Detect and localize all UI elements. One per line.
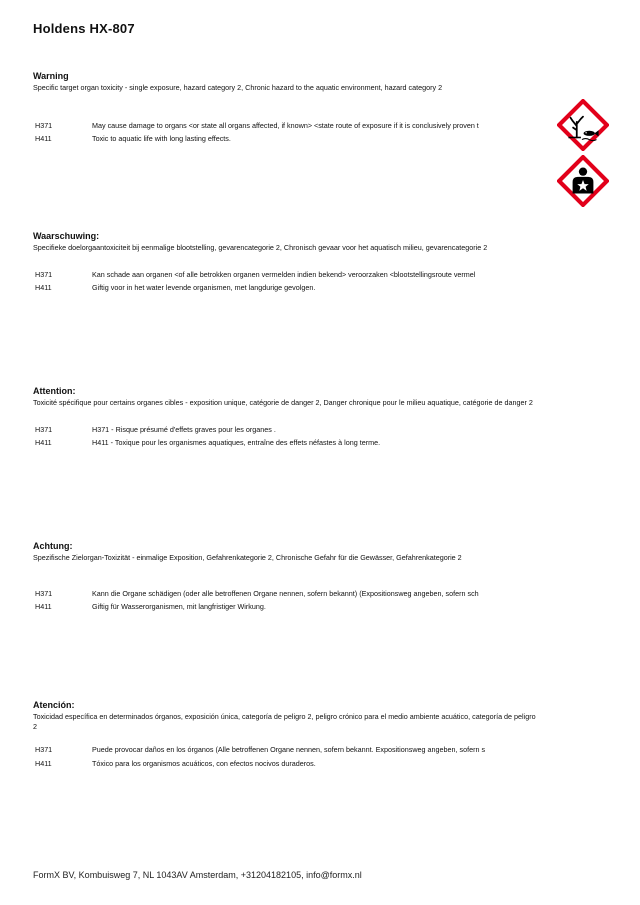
hazard-text: Giftig für Wasserorganismen, mit langfristiger Wirkung. <box>92 602 266 611</box>
section-heading: Achtung: <box>33 541 73 551</box>
document-title: Holdens HX-807 <box>33 21 135 36</box>
section-spanish <box>33 700 543 772</box>
hazard-text: May cause damage to organs <or state all organs affected, if known> <state route of exposure if it is conclusively proven t <box>92 120 479 130</box>
hazard-code: H371 <box>35 745 53 754</box>
ghs-pictograms <box>557 99 609 211</box>
hazard-text: H371 - Risque présumé d'effets graves pour les organes . <box>92 424 276 434</box>
hazard-code: H411 <box>35 283 52 292</box>
hazard-text: Giftig voor in het water levende organismen, met langdurige gevolgen. <box>92 283 316 292</box>
hazard-statement-row <box>33 121 543 135</box>
hazard-code: H371 <box>35 269 53 279</box>
hazard-code: H411 <box>35 134 52 143</box>
hazard-statement-row <box>33 589 543 603</box>
hazard-code: H411 <box>35 602 52 611</box>
hazard-text: Kann die Organe schädigen (oder alle betroffenen Organe nennen, sofern bekannt) (Expositionsweg angeben, sofern sch <box>92 588 479 598</box>
section-description: Toxicidad específica en determinados órganos, exposición única, categoría de peligro 2, peligro crónico para el medio ambiente acuático, categoría de peligro 2 <box>33 712 536 731</box>
hazard-code: H411 <box>35 758 52 768</box>
section-description: Specifieke doelorgaantoxiciteit bij eenmalige blootstelling, gevarencategorie 2, Chronisch gevaar voor het aquatisch milieu, gevarencategorie 2 <box>33 243 488 252</box>
section-german <box>33 541 543 616</box>
section-heading: Atención: <box>33 700 75 710</box>
hazard-statement-row <box>33 425 543 439</box>
section-french <box>33 386 543 452</box>
section-english <box>33 71 543 148</box>
hazard-code: H371 <box>35 424 53 434</box>
hazard-code: H371 <box>35 588 53 598</box>
hazard-statement-row <box>33 438 543 452</box>
section-heading: Waarschuwing: <box>33 231 100 241</box>
hazard-statement-row <box>33 745 543 759</box>
hazard-statement-row <box>33 602 543 616</box>
section-description: Specific target organ toxicity - single exposure, hazard category 2, Chronic hazard to the aquatic environment, hazard category 2 <box>33 83 443 92</box>
section-description: Spezifische Zielorgan-Toxizität - einmalige Exposition, Gefahrenkategorie 2, Chronische Gefahr für die Gewässer, Gefahrenkategorie 2 <box>33 553 462 562</box>
ghs09-environment-icon <box>557 99 609 151</box>
hazard-text: Tóxico para los organismos acuáticos, con efectos nocivos duraderos. <box>92 758 316 768</box>
hazard-text: Kan schade aan organen <of alle betrokken organen vermelden indien bekend> veroorzaken <blootstellingsroute vermel <box>92 269 476 279</box>
hazard-statement-row <box>33 759 543 773</box>
section-dutch <box>33 231 543 297</box>
hazard-statement-row <box>33 283 543 297</box>
hazard-text: Toxic to aquatic life with long lasting effects. <box>92 134 231 143</box>
section-heading: Attention: <box>33 386 76 396</box>
ghs08-health-hazard-icon <box>557 155 609 207</box>
hazard-code: H411 <box>35 438 52 447</box>
hazard-statement-row <box>33 270 543 284</box>
hazard-text: H411 - Toxique pour les organismes aquatiques, entraîne des effets néfastes à long terme. <box>92 438 381 447</box>
section-heading: Warning <box>33 71 69 81</box>
hazard-text: Puede provocar daños en los órganos (Alle betroffenen Organe nennen, sofern bekannt. Expositionsweg angeben, sofern s <box>92 745 486 754</box>
hazard-statement-row <box>33 134 543 148</box>
hazard-code: H371 <box>35 120 53 130</box>
footer-contact: FormX BV, Kombuisweg 7, NL 1043AV Amsterdam, +31204182105, info@formx.nl <box>33 870 362 880</box>
section-description: Toxicité spécifique pour certains organes cibles - exposition unique, catégorie de danger 2, Danger chronique pour le milieu aquatique, catégorie de danger 2 <box>33 398 533 407</box>
